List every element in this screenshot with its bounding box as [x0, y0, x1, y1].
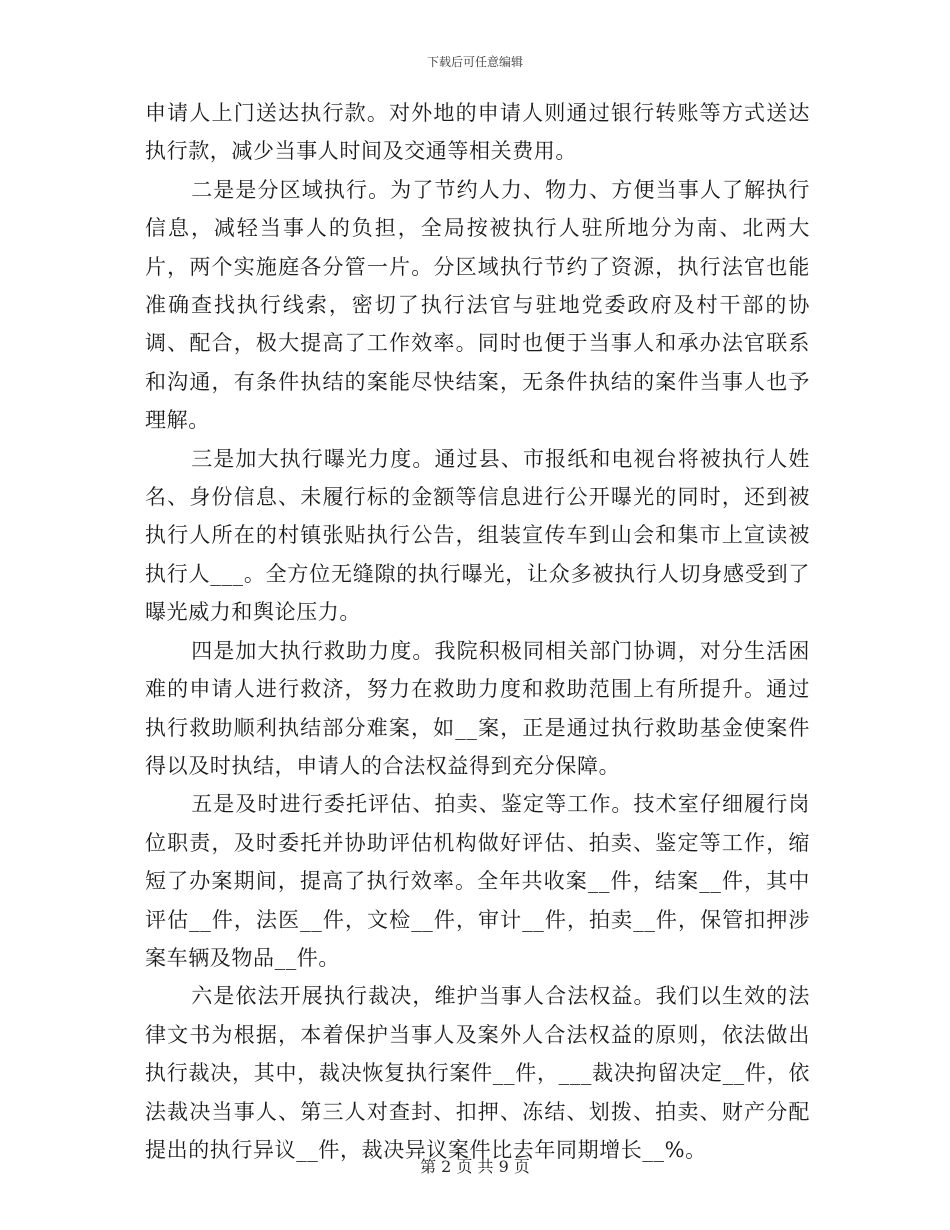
paragraph-appraisal-auction: 五是及时进行委托评估、拍卖、鉴定等工作。技术室仔细履行岗位职责，及时委托并协助评估机构做好评估、拍卖、鉴定等工作，缩短了办案期间，提高了执行效率。全年共收案__件，结案__件，其中评估__件，法医__件，文检__件，审计__件，拍卖__件，保管扣押涉案车辆及物品__件。	[145, 792, 810, 970]
paragraph-execution-relief: 四是加大执行救助力度。我院积极同相关部门协调，对分生活困难的申请人进行救济，努力在救助力度和救助范围上有所提升。通过执行救助顺利执结部分难案，如__案，正是通过执行救助基金使案件得以及时执结，申请人的合法权益得到充分保障。	[145, 638, 810, 778]
page-number: 第 2 页 共 9 页	[420, 1157, 530, 1176]
paragraph-continuation: 申请人上门送达执行款。对外地的申请人则通过银行转账等方式送达执行款，减少当事人时间及交通等相关费用。	[145, 101, 810, 164]
paragraph-execution-ruling: 六是依法开展执行裁决，维护当事人合法权益。我们以生效的法律文书为根据，本着保护当事人及案外人合法权益的原则，依法做出执行裁决，其中，裁决恢复执行案件__件，___裁决拘留决定__件，依法裁决当事人、第三人对查封、扣押、冻结、划拨、拍卖、财产分配提出的执行异议__件，裁决异议案件比去年同期增长__%。	[145, 984, 810, 1162]
document-body	[145, 94, 810, 1169]
page-header-note: 下载后可任意编辑	[426, 55, 523, 69]
paragraph-regional-execution: 二是是分区域执行。为了节约人力、物力、方便当事人了解执行信息，减轻当事人的负担，全局按被执行人驻所地分为南、北两大片，两个实施庭各分管一片。分区域执行节约了资源，执行法官也能准确查找执行线索，密切了执行法官与驻地党委政府及村干部的协调、配合，极大提高了工作效率。同时也便于当事人和承办法官联系和沟通，有条件执结的案能尽快结案，无条件执结的案件当事人也予理解。	[145, 177, 810, 433]
paragraph-execution-exposure: 三是加大执行曝光力度。通过县、市报纸和电视台将被执行人姓名、身份信息、未履行标的金额等信息进行公开曝光的同时，还到被执行人所在的村镇张贴执行公告，组装宣传车到山会和集市上宣读被执行人___。全方位无缝隙的执行曝光，让众多被执行人切身感受到了曝光威力和舆论压力。	[145, 446, 810, 625]
